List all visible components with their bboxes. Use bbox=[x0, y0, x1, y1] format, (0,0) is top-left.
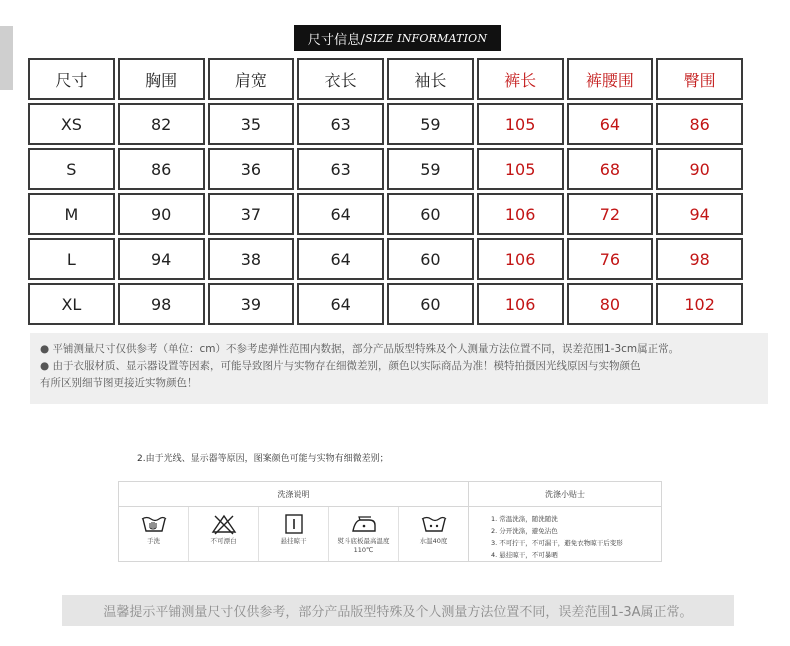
cell-shoulder: 39 bbox=[208, 283, 295, 325]
cell-size: L bbox=[28, 238, 115, 280]
care-item-wash-40 bbox=[399, 507, 468, 561]
footer-notice: 温馨提示平铺测量尺寸仅供参考，部分产品版型特殊及个人测量方法位置不同，误差范围1-3A属正常。 bbox=[62, 595, 734, 626]
care-item-iron bbox=[329, 507, 399, 561]
header-hip: 臀围 bbox=[656, 58, 743, 100]
cell-chest: 90 bbox=[118, 193, 205, 235]
size-info-title bbox=[294, 25, 501, 51]
cell-sleeve: 60 bbox=[387, 193, 474, 235]
size-table bbox=[28, 58, 743, 328]
washing-tips-title: 洗涤小贴士 bbox=[469, 482, 661, 507]
tip-item: 2. 分开洗涤，避免沾色 bbox=[491, 527, 558, 535]
cell-chest: 86 bbox=[118, 148, 205, 190]
care-label: 不可漂白 bbox=[210, 537, 237, 545]
cell-pants-length: 105 bbox=[477, 103, 564, 145]
tips-list bbox=[469, 507, 661, 561]
table-row bbox=[28, 283, 743, 325]
cell-shoulder: 38 bbox=[208, 238, 295, 280]
cell-chest: 94 bbox=[118, 238, 205, 280]
cell-pants-length: 106 bbox=[477, 238, 564, 280]
cell-waist: 68 bbox=[567, 148, 654, 190]
cell-shoulder: 36 bbox=[208, 148, 295, 190]
side-tab bbox=[0, 26, 13, 90]
cell-waist: 64 bbox=[567, 103, 654, 145]
cell-waist: 80 bbox=[567, 283, 654, 325]
cell-size: XL bbox=[28, 283, 115, 325]
cell-sleeve: 60 bbox=[387, 283, 474, 325]
header-length: 衣长 bbox=[297, 58, 384, 100]
header-sleeve: 袖长 bbox=[387, 58, 474, 100]
care-label: 手洗 bbox=[147, 537, 160, 545]
hand-wash-icon bbox=[139, 513, 169, 535]
care-panel bbox=[118, 481, 662, 562]
cell-sleeve: 60 bbox=[387, 238, 474, 280]
iron-icon bbox=[349, 513, 379, 535]
cell-size: XS bbox=[28, 103, 115, 145]
table-row bbox=[28, 193, 743, 235]
table-header-row bbox=[28, 58, 743, 100]
cell-waist: 72 bbox=[567, 193, 654, 235]
header-waist: 裤腰围 bbox=[567, 58, 654, 100]
cell-hip: 94 bbox=[656, 193, 743, 235]
cell-size: S bbox=[28, 148, 115, 190]
note-line: ● 由于衣服材质、显示器设置等因素，可能导致图片与实物存在细微差别，颜色以实际商品为准！模特拍摄因光线原因与实物颜色 bbox=[40, 360, 641, 372]
care-item-hang-dry bbox=[259, 507, 329, 561]
table-row bbox=[28, 148, 743, 190]
cell-chest: 82 bbox=[118, 103, 205, 145]
care-instructions bbox=[119, 482, 469, 561]
cell-hip: 86 bbox=[656, 103, 743, 145]
washing-tips bbox=[469, 482, 661, 561]
header-shoulder: 肩宽 bbox=[208, 58, 295, 100]
table-row bbox=[28, 238, 743, 280]
cell-hip: 90 bbox=[656, 148, 743, 190]
header-pants-length: 裤长 bbox=[477, 58, 564, 100]
wash-40-icon bbox=[419, 513, 449, 535]
cell-sleeve: 59 bbox=[387, 103, 474, 145]
care-instructions-title: 洗涤说明 bbox=[119, 482, 468, 507]
cell-length: 64 bbox=[297, 193, 384, 235]
care-item-no-bleach bbox=[189, 507, 259, 561]
care-note: 2.由于光线、显示器等原因，图案颜色可能与实物有细微差别； bbox=[137, 454, 389, 464]
care-label: 熨斗底板最高温度110℃ bbox=[337, 537, 390, 554]
tip-item: 1. 常温洗涤，随洗随洗 bbox=[491, 515, 558, 523]
cell-shoulder: 35 bbox=[208, 103, 295, 145]
care-item-hand-wash bbox=[119, 507, 189, 561]
table-row bbox=[28, 103, 743, 145]
care-label: 水温40度 bbox=[419, 537, 448, 545]
cell-waist: 76 bbox=[567, 238, 654, 280]
note-line: ● 平铺测量尺寸仅供参考（单位：cm）不参考虑弹性范围内数据，部分产品版型特殊及个人测量方法位置不同，误差范围1-3cm属正常。 bbox=[40, 343, 680, 355]
cell-length: 63 bbox=[297, 148, 384, 190]
hang-dry-icon bbox=[279, 513, 309, 535]
note-line: 有所区别细节图更接近实物颜色！ bbox=[40, 377, 198, 389]
cell-shoulder: 37 bbox=[208, 193, 295, 235]
cell-length: 64 bbox=[297, 238, 384, 280]
measurement-notes bbox=[30, 333, 768, 404]
tip-item: 4. 悬挂晾干，不可暴晒 bbox=[491, 551, 558, 559]
cell-hip: 102 bbox=[656, 283, 743, 325]
tip-item: 3. 不可拧干，不可漏干，避免衣物晾干后变形 bbox=[491, 539, 623, 547]
no-bleach-icon bbox=[209, 513, 239, 535]
cell-hip: 98 bbox=[656, 238, 743, 280]
cell-length: 64 bbox=[297, 283, 384, 325]
care-icons bbox=[119, 507, 468, 561]
header-size: 尺寸 bbox=[28, 58, 115, 100]
cell-pants-length: 105 bbox=[477, 148, 564, 190]
title-cn: 尺寸信息/ bbox=[307, 32, 366, 48]
cell-pants-length: 106 bbox=[477, 193, 564, 235]
cell-size: M bbox=[28, 193, 115, 235]
title-en: SIZE INFORMATION bbox=[365, 31, 488, 45]
header-chest: 胸围 bbox=[118, 58, 205, 100]
cell-length: 63 bbox=[297, 103, 384, 145]
cell-chest: 98 bbox=[118, 283, 205, 325]
cell-pants-length: 106 bbox=[477, 283, 564, 325]
cell-sleeve: 59 bbox=[387, 148, 474, 190]
care-label: 悬挂晾干 bbox=[280, 537, 307, 545]
